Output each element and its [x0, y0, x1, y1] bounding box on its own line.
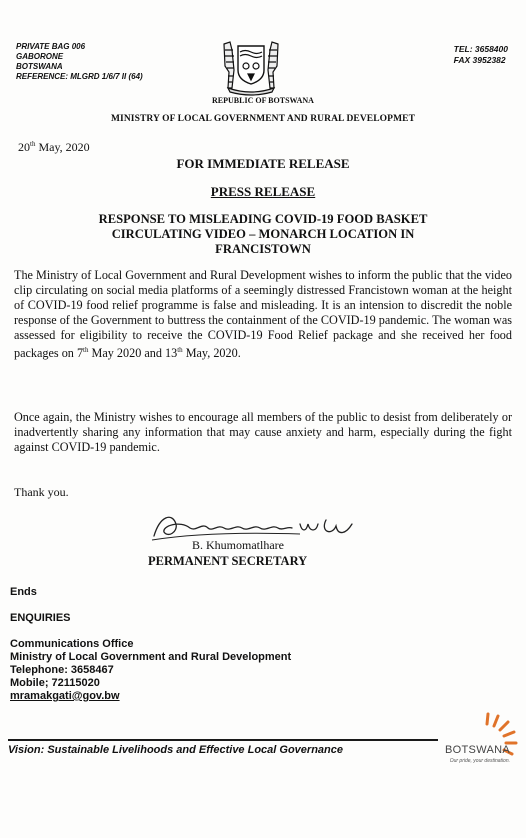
contact-email-link[interactable]: mramakgati@gov.bw: [10, 690, 120, 702]
ordinal-suffix: th: [83, 346, 89, 354]
headline-line: CIRCULATING VIDEO – MONARCH LOCATION IN: [111, 227, 415, 241]
fax-number: FAX 3952382: [453, 55, 506, 65]
ends-label: Ends: [10, 586, 37, 598]
paragraph-text: The Ministry of Local Government and Rural Development wishes to inform the public that the video clip circulating on social media platforms of a seemingly distressed Francistown woman at the height of COVID-19 food relief programme is false and misleading. It is an intension to discredit the noble response of the Government to buttress the containment of the COVID-19 pandemic. The woman was assessed for eligibility to receive the COVID-19 Food Relief package and she received her food packages on 7: [14, 268, 512, 361]
vision-statement: Vision: Sustainable Livelihoods and Effective Local Governance: [8, 744, 343, 756]
republic-heading: REPUBLIC OF BOTSWANA: [212, 96, 314, 105]
date-suffix: th: [30, 140, 36, 148]
enquiries-contacts: [10, 638, 291, 703]
press-release-text: PRESS RELEASE: [210, 184, 316, 199]
sender-address: [16, 42, 143, 82]
footer-divider: [8, 739, 438, 741]
contact-ministry: Ministry of Local Government and Rural Development: [10, 651, 292, 663]
paragraph-text: May 2020 and 13: [88, 346, 178, 361]
ordinal-suffix: th: [177, 346, 183, 354]
address-line: PRIVATE BAG 006: [16, 42, 86, 51]
body-paragraph-1: [14, 268, 512, 361]
signatory-title: PERMANENT SECRETARY: [148, 554, 308, 568]
headline-line: RESPONSE TO MISLEADING COVID-19 FOOD BASKET: [98, 212, 428, 226]
date-day: 20: [18, 140, 30, 154]
closing-thanks: Thank you.: [14, 485, 69, 499]
telephone-number: TEL: 3658400: [453, 44, 508, 54]
immediate-release-label: FOR IMMEDIATE RELEASE: [176, 156, 350, 171]
release-date: [18, 140, 90, 155]
body-paragraph-2: Once again, the Ministry wishes to encourage all members of the public to desist from deliberately or inadvertently sharing any information that may cause anxiety and harm, especially during the fight against COVID-19 pandemic.: [14, 410, 512, 454]
brand-tagline: Our pride, your destination.: [449, 758, 510, 764]
coat-of-arms-icon: [212, 36, 290, 96]
address-line: BOTSWANA: [16, 62, 63, 71]
reference-number: REFERENCE: MLGRD 1/6/7 II (64): [16, 72, 143, 81]
contact-mobile: Mobile; 72115020: [10, 677, 100, 689]
headline-line: FRANCISTOWN: [215, 242, 311, 256]
paragraph-text: May, 2020.: [182, 346, 241, 361]
ministry-heading: MINISTRY OF LOCAL GOVERNMENT AND RURAL DEVELOPMET: [110, 114, 416, 124]
address-line: GABORONE: [16, 52, 64, 61]
date-month-year: May, 2020: [35, 140, 90, 154]
release-headline: [0, 212, 526, 257]
contact-office: Communications Office: [10, 638, 134, 650]
botswana-sun-logo-icon: [432, 712, 518, 764]
signatory-name: B. Khumomatlhare: [192, 538, 284, 552]
contact-numbers: [454, 44, 508, 66]
enquiries-heading: ENQUIRIES: [10, 612, 71, 624]
contact-telephone: Telephone: 3658467: [10, 664, 114, 676]
press-release-title: [0, 184, 526, 200]
botswana-brand-wordmark: BOTSWANA: [445, 744, 510, 756]
